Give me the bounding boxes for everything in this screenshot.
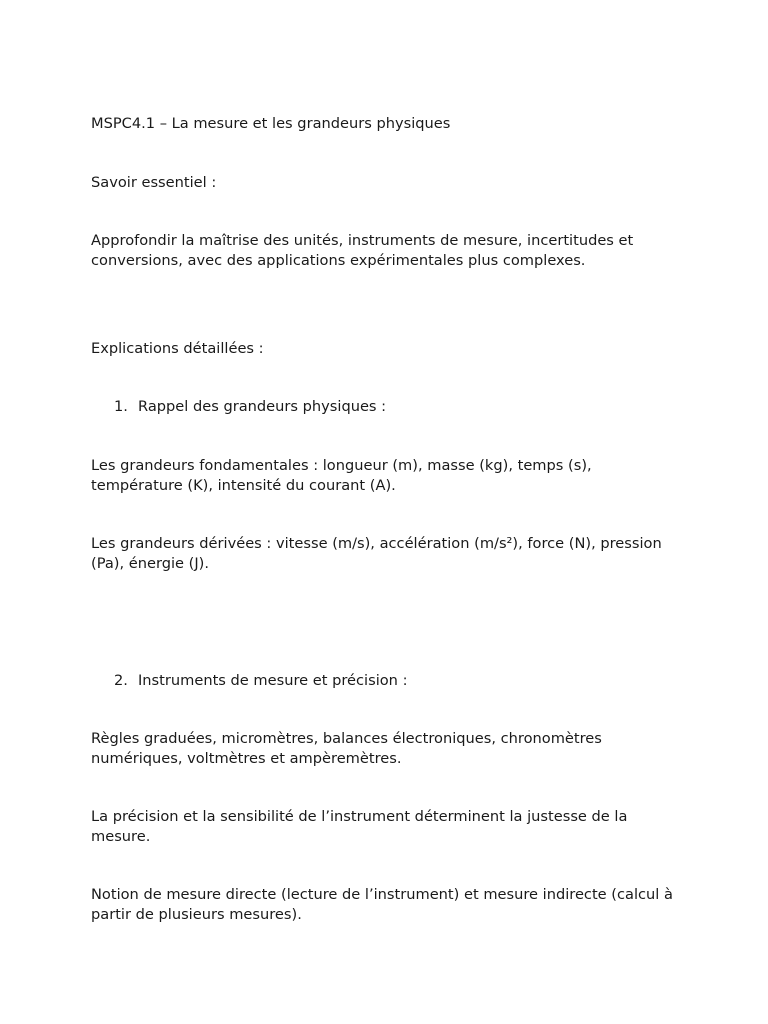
section-2-paragraph-2: La précision et la sensibilité de l’instrument déterminent la justesse de la mesure.: [91, 808, 628, 845]
section-1-title: Rappel des grandeurs physiques :: [138, 398, 387, 415]
intro-paragraph: Approfondir la maîtrise des unités, instruments de mesure, incertitudes et conversions, avec des applications expérimentales plus complexes.: [91, 232, 634, 269]
section-2-title: Instruments de mesure et précision :: [138, 672, 408, 689]
section-2-heading: [114, 671, 408, 691]
savoir-essentiel-label: Savoir essentiel :: [91, 174, 217, 191]
section-1-number: 1.: [114, 398, 128, 415]
section-1-paragraph-1: Les grandeurs fondamentales : longueur (m), masse (kg), temps (s), température (K), intensité du courant (A).: [91, 457, 592, 494]
explications-label: Explications détaillées :: [91, 340, 264, 357]
document-title: MSPC4.1 – La mesure et les grandeurs physiques: [91, 115, 451, 132]
section-2-number: 2.: [114, 672, 128, 689]
section-2-paragraph-1: Règles graduées, micromètres, balances électroniques, chronomètres numériques, voltmètres et ampèremètres.: [91, 730, 602, 767]
section-1-paragraph-2: Les grandeurs dérivées : vitesse (m/s), accélération (m/s²), force (N), pression (Pa), énergie (J).: [91, 535, 662, 572]
section-1-heading: [114, 397, 386, 417]
section-2-paragraph-3: Notion de mesure directe (lecture de l’instrument) et mesure indirecte (calcul à partir de plusieurs mesures).: [91, 886, 673, 923]
